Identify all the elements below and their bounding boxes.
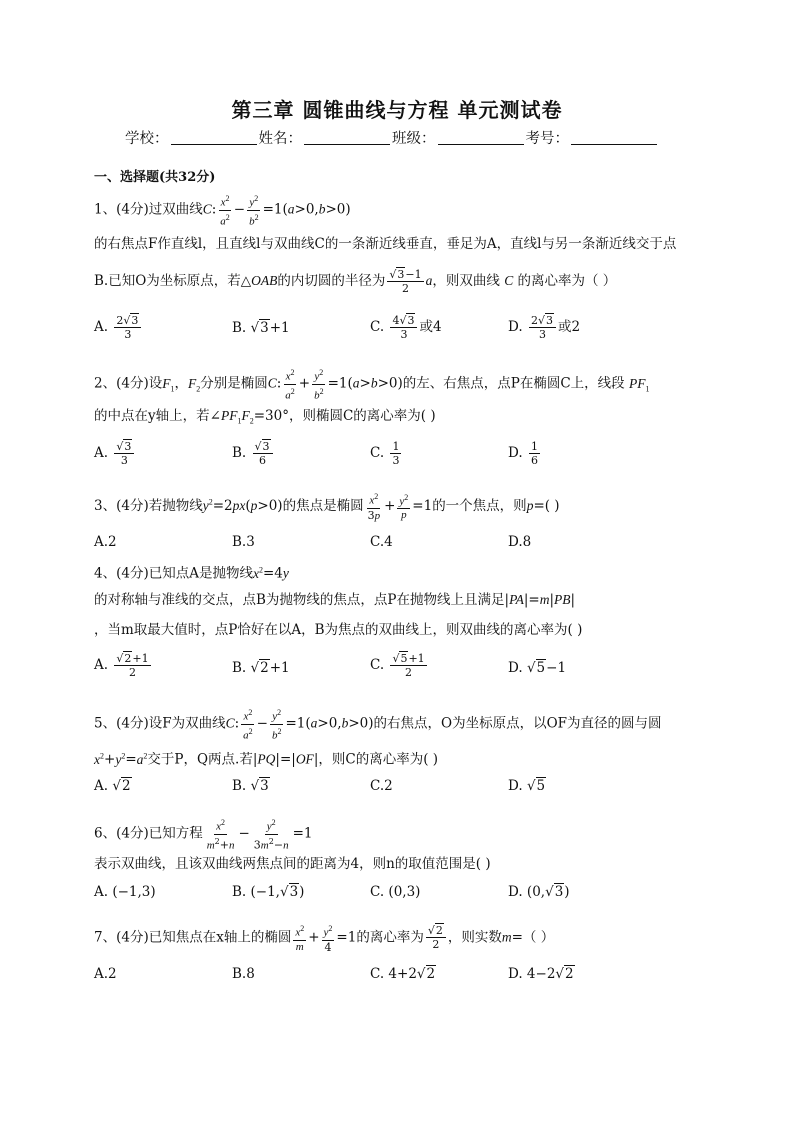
question-1-option-b[interactable]: B. √3+1 (232, 320, 290, 336)
question-1-line3: B.已知O为坐标原点，若△OAB的内切圆的半径为 $\frac{√3-1}{2}$ a，则双曲线 C 的离心率为（ ） (94, 268, 617, 295)
question-2-option-a[interactable]: A. $\frac{√3}{3}$ (94, 440, 136, 467)
question-4-stem: 4、(4分)已知点A是抛物线$x^2=4y$ (94, 565, 289, 582)
question-3-option-d[interactable]: D.8 (508, 534, 532, 550)
question-1-option-c[interactable]: C. $\frac{4√3}{3}$ 或4 (370, 314, 442, 341)
class-label: 班级： (392, 131, 436, 147)
question-2-option-d[interactable]: D. $\frac{1}{6}$ (508, 440, 538, 467)
question-5-line2: $x^2+y^2=a^2$交于P，Q两点.若|PQ|=|OF|，则C的离心率为( ) (94, 751, 439, 768)
question-6-line2: 表示双曲线，且该双曲线两焦点间的距离为4，则n的取值范围是( ) (94, 856, 491, 872)
question-4-option-c[interactable]: C. $\frac{√5+1}{2}$ (370, 652, 425, 679)
page-title: 第三章 圆锥曲线与方程 单元测试卷 (231, 98, 563, 122)
question-4-option-b[interactable]: B. √2+1 (232, 660, 290, 676)
question-1-stem: 1、(4分)过双曲线C: $\frac{x^2}{a^2}$ − $\frac{y^2}{b^2}$ =1(a>0,b>0) (94, 194, 351, 228)
question-4-option-a[interactable]: A. $\frac{√2+1}{2}$ (94, 652, 149, 679)
school-blank[interactable] (171, 130, 257, 145)
question-2-line2: 的中点在y轴上，若$\angle PF_1F_2=30^\circ$，则椭圆C的离心率为( ) (94, 408, 436, 426)
exam-no-blank[interactable] (571, 130, 657, 145)
school-label: 学校： (125, 131, 169, 147)
question-7-option-d[interactable]: D. 4−2√2 (508, 966, 574, 982)
question-5-option-c[interactable]: C.2 (370, 778, 393, 794)
question-4-line3: ，当m取最大值时，点P恰好在以A，B为焦点的双曲线上，则双曲线的离心率为( ) (94, 622, 583, 638)
exam-no-label: 考号： (525, 131, 569, 147)
question-5-stem: 5、(4分)设F为双曲线C: $\frac{x^2}{a^2}$ − $\frac{y^2}{b^2}$ =1(a>0,b>0)的右焦点，O为坐标原点，以OF为直径的圆与圆 (94, 708, 662, 742)
question-3-option-b[interactable]: B.3 (232, 534, 255, 550)
question-6-option-c[interactable]: C. (0,3) (370, 884, 421, 900)
question-6-stem: 6、(4分)已知方程 $\frac{x^2}{m^2+n}$ − $\frac{y^2}{3m^2-n}$ =1 (94, 818, 313, 852)
class-blank[interactable] (438, 130, 524, 145)
question-3-option-a[interactable]: A.2 (94, 534, 117, 550)
question-7-option-c[interactable]: C. 4+2√2 (370, 966, 436, 982)
question-3-stem: 3、(4分)若抛物线$y^2=2px(p>0)$的焦点是椭圆 $\frac{x^2}{3p}$ + $\frac{y^2}{p}$ =1的一个焦点，则p=( ) (94, 492, 560, 522)
question-7-stem: 7、(4分)已知焦点在x轴上的椭圆 $\frac{x^2}{m}$ + $\frac{y^2}{4}$ =1的离心率为 $\frac{√2}{2}$ ，则实数m=（ ） (94, 924, 555, 954)
question-1-option-a[interactable]: A. $\frac{2√3}{3}$ (94, 314, 143, 341)
question-4-line2: 的对称轴与准线的交点，点B为抛物线的焦点，点P在抛物线上且满足|PA|=m|PB| (94, 592, 576, 608)
question-6-option-d[interactable]: D. (0,√3) (508, 884, 570, 900)
question-4-option-d[interactable]: D. √5−1 (508, 660, 567, 676)
name-blank[interactable] (304, 130, 390, 145)
name-label: 姓名： (258, 131, 302, 147)
question-2-option-b[interactable]: B. $\frac{√3}{6}$ (232, 440, 275, 467)
section-heading: 一、选择题(共32分) (94, 170, 216, 185)
question-3-option-c[interactable]: C.4 (370, 534, 393, 550)
question-6-option-b[interactable]: B. (−1,√3) (232, 884, 305, 900)
question-5-option-d[interactable]: D. √5 (508, 778, 546, 794)
question-7-option-b[interactable]: B.8 (232, 966, 255, 982)
question-1-option-d[interactable]: D. $\frac{2√3}{3}$ 或2 (508, 314, 581, 341)
question-7-option-a[interactable]: A.2 (94, 966, 117, 982)
student-info-line (125, 127, 659, 148)
question-2-option-c[interactable]: C. $\frac{1}{3}$ (370, 440, 400, 467)
question-6-option-a[interactable]: A. (−1,3) (94, 884, 156, 900)
question-5-option-a[interactable]: A. √2 (94, 778, 131, 794)
question-5-option-b[interactable]: B. √3 (232, 778, 269, 794)
question-1-line2: 的右焦点F作直线l，且直线l与双曲线C的一条渐近线垂直，垂足为A，直线l与另一条渐近线交于点 (94, 236, 677, 252)
question-2-stem: 2、(4分)设$F_1$，$F_2$分别是椭圆C: $\frac{x^2}{a^2}$ + $\frac{y^2}{b^2}$ =1(a>b>0)的左、右焦点，点P在椭圆C上，线段 $PF_1$ (94, 368, 650, 402)
